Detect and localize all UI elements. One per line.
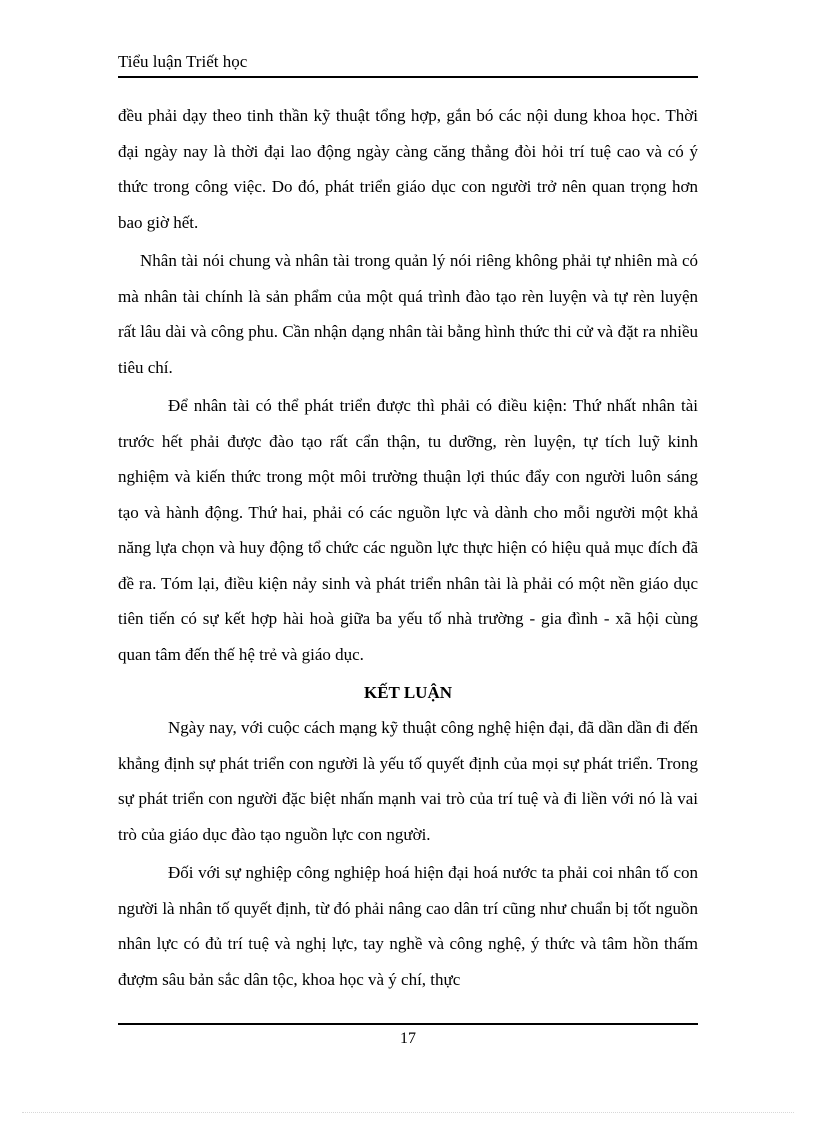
page-edge-divider (22, 1112, 794, 1113)
paragraph-conclusion-1: Ngày nay, với cuộc cách mạng kỹ thuật công nghệ hiện đại, đã dần dần đi đến khẳng định sự phát triển con người là yếu tố quyết định của mọi sự phát triển. Trong sự phát triển con người đặc biệt nhấn mạnh vai trò của trí tuệ và đi liền với nó là vai trò của giáo dục đào tạo nguồn lực con người. (118, 718, 698, 844)
page-number: 17 (400, 1030, 416, 1047)
paragraph-conclusion-2: Đối với sự nghiệp công nghiệp hoá hiện đại hoá nước ta phải coi nhân tố con người là nhân tố quyết định, từ đó phải nâng cao dân trí cũng như chuẩn bị tốt nguồn nhân lực có đủ trí tuệ và nghị lực, tay nghề và công nghệ, ý thức và tâm hồn thấm đượm sâu bản sắc dân tộc, khoa học và ý chí, thực (118, 863, 698, 989)
paragraph-conditions: Để nhân tài có thể phát triển được thì phải có điều kiện: Thứ nhất nhân tài trước hết phải được đào tạo rất cẩn thận, tu dưỡng, rèn luyện, tự tích luỹ kinh nghiệm và kiến thức trong một môi trường thuận lợi thúc đẩy con người luôn sáng tạo và hành động. Thứ hai, phải có các nguồn lực và dành cho mỗi người một khả năng lựa chọn và huy động tổ chức các nguồn lực thực hiện có hiệu quả mục đích đã đề ra. Tóm lại, điều kiện nảy sinh và phát triển nhân tài là phải có một nền giáo dục tiên tiến có sự kết hợp hài hoà giữa ba yếu tố nhà trường - gia đình - xã hội cùng quan tâm đến thế hệ trẻ và giáo dục. (118, 396, 698, 664)
header-title: Tiểu luận Triết học (118, 52, 248, 71)
paragraph-talent: Nhân tài nói chung và nhân tài trong quản lý nói riêng không phải tự nhiên mà có mà nhân tài chính là sản phẩm của một quá trình đào tạo rèn luyện và tự rèn luyện rất lâu dài và công phu. Cần nhận dạng nhân tài bằng hình thức thi cử và đặt ra nhiều tiêu chí. (118, 251, 698, 377)
page-header (118, 50, 698, 78)
page-body (118, 98, 698, 997)
paragraph-continued: đều phải dạy theo tinh thần kỹ thuật tổng hợp, gắn bó các nội dung khoa học. Thời đại ngày nay là thời đại lao động ngày càng căng thẳng đòi hỏi trí tuệ cao và có ý thức trong công việc. Do đó, phát triển giáo dục con người trở nên quan trọng hơn bao giờ hết. (118, 106, 698, 232)
footer-rule (118, 1023, 698, 1025)
section-heading-conclusion: KẾT LUẬN (363, 683, 452, 702)
